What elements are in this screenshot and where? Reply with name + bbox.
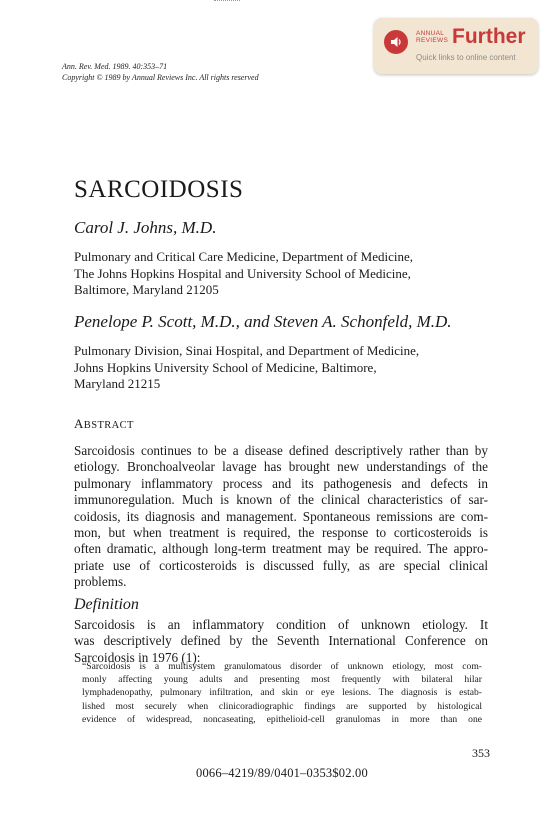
badge-subtitle: Quick links to online content	[416, 53, 516, 62]
abstract-line: mon, but when treatment is required, the response to corticosteroids is	[74, 525, 488, 541]
journal-citation-line2: Copyright © 1989 by Annual Reviews Inc. All rights reserved	[62, 72, 259, 82]
badge-brand-line1: ANNUAL	[416, 30, 445, 37]
article-title: SARCOIDOSIS	[74, 176, 244, 203]
journal-citation-line1: Ann. Rev. Med. 1989. 40:353–71	[62, 62, 168, 71]
quote-line: lymphadenopathy, pulmonary infiltration, and skin or eye lesions. The diagnosis is estab-	[82, 687, 482, 699]
abstract-heading-initial: A	[74, 416, 84, 431]
affiliation-line: Johns Hopkins University School of Medicine, Baltimore,	[74, 359, 377, 375]
abstract-line: priate use of corticosteroids is discussed fully, as are special clinical	[74, 557, 488, 573]
abstract-line: coidosis, its diagnosis and management. Spontaneous remissions are com-	[74, 508, 488, 524]
quote-line: “Sarcoidosis is a multisystem granulomatous disorder of unknown etiology, most com-	[82, 661, 482, 672]
author-2-name: Penelope P. Scott, M.D., and Steven A. Schonfeld, M.D.	[74, 312, 452, 331]
top-dotted-mark	[214, 0, 240, 3]
abstract-line: immunoregulation. Much is known of the clinical characteristics of sar-	[74, 492, 488, 508]
journal-citation	[62, 62, 259, 83]
abstract-line: problems.	[74, 574, 127, 590]
abstract-line: pulmonary inflammatory process and its pathogenesis and defects in	[74, 475, 488, 491]
affiliation-line: Pulmonary Division, Sinai Hospital, and Department of Medicine,	[74, 343, 420, 358]
footer-code: 0066–4219/89/0401–0353$02.00	[196, 766, 368, 780]
affiliation-line: Pulmonary and Critical Care Medicine, Department of Medicine,	[74, 249, 413, 264]
abstract-body	[74, 443, 488, 591]
definition-line: Sarcoidosis in 1976 (1):	[74, 649, 201, 665]
definition-line: was descriptively defined by the Seventh International Conference on	[74, 633, 488, 649]
abstract-heading	[74, 416, 134, 432]
definition-heading: Definition	[74, 596, 139, 613]
quote-line: monly affecting young adults and presenting most frequently with bilateral hilar	[82, 674, 482, 686]
author-1-affiliation	[74, 249, 494, 299]
affiliation-line: The Johns Hopkins Hospital and University School of Medicine,	[74, 265, 411, 281]
author-1-name: Carol J. Johns, M.D.	[74, 218, 217, 237]
definition-quote	[82, 660, 482, 726]
affiliation-line: Baltimore, Maryland 21205	[74, 282, 219, 297]
quote-line: evidence of widespread, noncaseating, epithelioid-cell granulomas in more than one	[82, 713, 482, 725]
definition-body	[74, 617, 488, 666]
speaker-icon	[384, 30, 408, 54]
abstract-line: Sarcoidosis continues to be a disease defined descriptively rather than by	[74, 443, 488, 458]
page-number: 353	[472, 746, 490, 760]
further-links-badge[interactable]	[374, 18, 538, 74]
definition-line: Sarcoidosis is an inflammatory condition of unknown etiology. It	[74, 617, 488, 632]
badge-brand-line2: REVIEWS	[416, 37, 449, 44]
abstract-line: etiology. Bronchoalveolar lavage has brought new understandings of the	[74, 459, 488, 475]
author-2-affiliation	[74, 343, 494, 393]
abstract-heading-rest: BSTRACT	[83, 420, 134, 431]
badge-brand	[416, 30, 448, 44]
affiliation-line: Maryland 21215	[74, 376, 161, 391]
abstract-line: often dramatic, although long-term treatment may be required. The appro-	[74, 541, 488, 557]
badge-further-label: Further	[452, 25, 526, 48]
quote-line: lished most securely when clinicoradiographic findings are supported by histological	[82, 700, 482, 712]
